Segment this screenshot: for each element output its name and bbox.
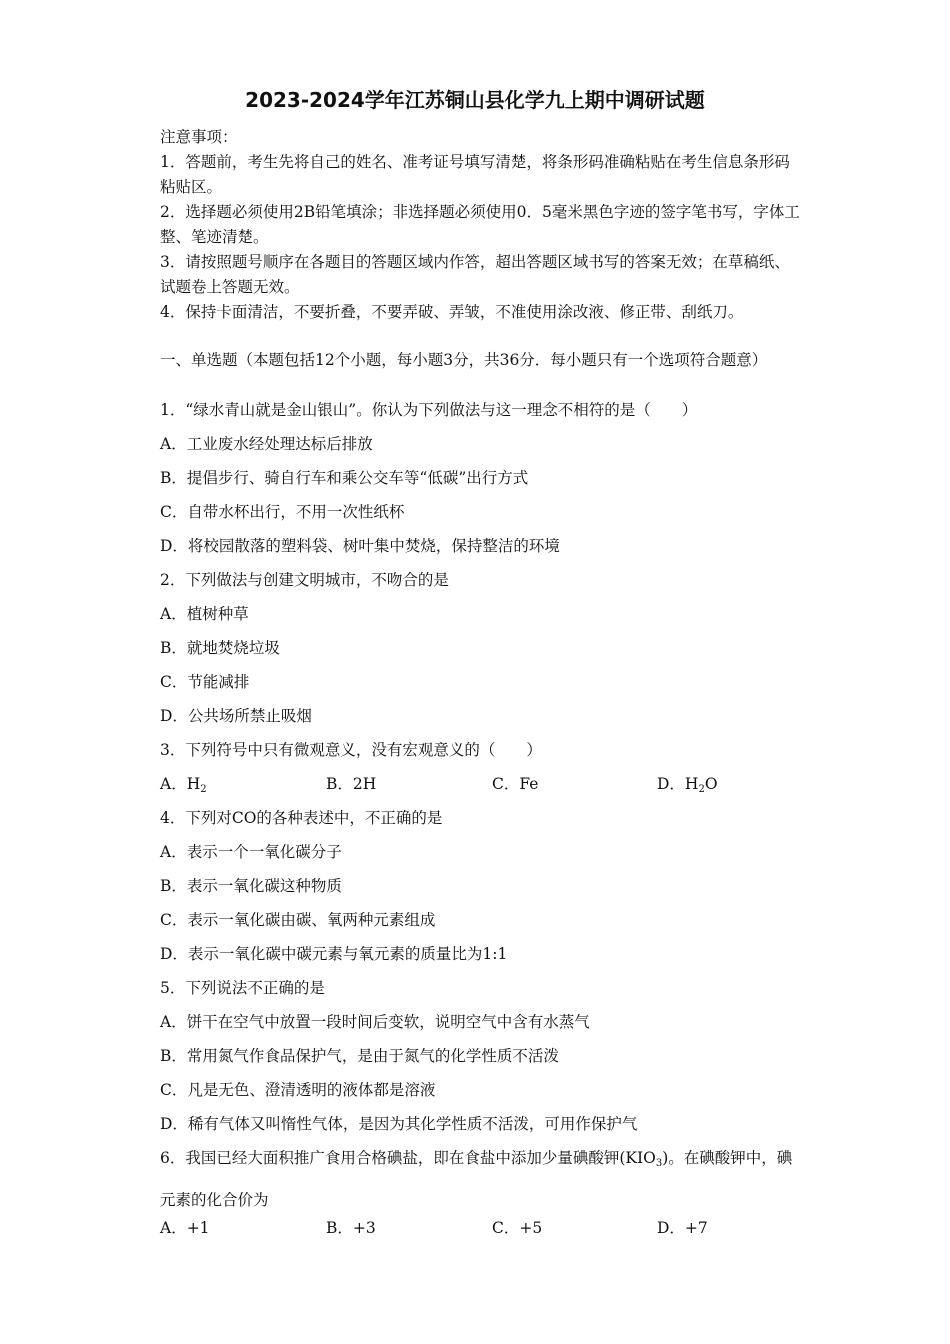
question-1-option-a: A．工业废水经处理达标后排放 [160,435,373,453]
question-2-option-a: A．植树种草 [160,605,249,623]
question-5-stem: 5．下列说法不正确的是 [160,979,325,997]
question-1-stem: 1．“绿水青山就是金山银山”。你认为下列做法与这一理念不相符的是（ ） [160,401,698,419]
question-2-option-c: C．节能减排 [160,673,250,691]
section-heading: 一、单选题（本题包括12个小题，每小题3分，共36分．每小题只有一个选项符合题意） [160,351,768,369]
question-6-option-c: C．+5 [492,1219,543,1237]
question-2-option-d: D．公共场所禁止吸烟 [160,707,312,725]
question-1-option-b: B．提倡步行、骑自行车和乘公交车等“低碳”出行方式 [160,469,529,487]
question-3-stem: 3．下列符号中只有微观意义，没有宏观意义的（ ） [160,741,542,759]
question-3-option-b: B．2H [326,775,377,793]
note-item: 1．答题前，考生先将自己的姓名、准考证号填写清楚，将条形码准确粘贴在考生信息条形码粘贴区。 [160,153,790,196]
notes-heading: 注意事项： [160,128,238,146]
question-3-option-a: A．$H_2$ [160,775,207,795]
note-item: 4．保持卡面清洁，不要折叠，不要弄破、弄皱，不准使用涂改液、修正带、刮纸刀。 [160,303,744,321]
question-2-stem: 2．下列做法与创建文明城市，不吻合的是 [160,571,449,589]
question-5-option-b: B．常用氮气作食品保护气，是由于氮气的化学性质不活泼 [160,1047,559,1065]
question-6-option-a: A．+1 [160,1219,210,1237]
question-1-option-c: C．自带水杯出行，不用一次性纸杯 [160,503,405,521]
question-1-option-d: D．将校园散落的塑料袋、树叶集中焚烧，保持整洁的环境 [160,537,560,555]
question-5-option-d: D．稀有气体又叫惰性气体，是因为其化学性质不活泼，可用作保护气 [160,1115,638,1133]
question-4-option-b: B．表示一氧化碳这种物质 [160,877,342,895]
question-5-option-c: C．凡是无色、澄清透明的液体都是溶液 [160,1081,436,1099]
question-6-stem: 6．我国已经大面积推广食用合格碘盐，即在食盐中添加少量碘酸钾$(KIO_3)$。在碘酸钾中，碘元素的化合价为 [160,1149,793,1209]
note-item: 3．请按照题号顺序在各题目的答题区域内作答，超出答题区域书写的答案无效；在草稿纸、试题卷上答题无效。 [160,253,790,296]
question-3-option-c: C．Fe [492,775,539,793]
question-4-option-c: C．表示一氧化碳由碳、氧两种元素组成 [160,911,436,929]
notes-block [160,125,800,325]
note-item: 2．选择题必须使用2B铅笔填涂；非选择题必须使用0．5毫米黑色字迹的签字笔书写，字体工整、笔迹清楚。 [160,203,800,246]
question-4-option-d: D．表示一氧化碳中碳元素与氧元素的质量比为1:1 [160,945,508,963]
question-5-option-a: A．饼干在空气中放置一段时间后变软，说明空气中含有水蒸气 [160,1013,590,1031]
question-6-option-d: D．+7 [657,1219,708,1237]
exam-title: 2023-2024学年江苏铜山县化学九上期中调研试题 [245,88,705,112]
question-4-stem: 4．下列对CO的各种表述中，不正确的是 [160,809,443,827]
question-4-option-a: A．表示一个一氧化碳分子 [160,843,342,861]
question-3-option-d: D．$H_2O$ [657,775,718,795]
question-6-option-b: B．+3 [326,1219,376,1237]
question-2-option-b: B．就地焚烧垃圾 [160,639,280,657]
